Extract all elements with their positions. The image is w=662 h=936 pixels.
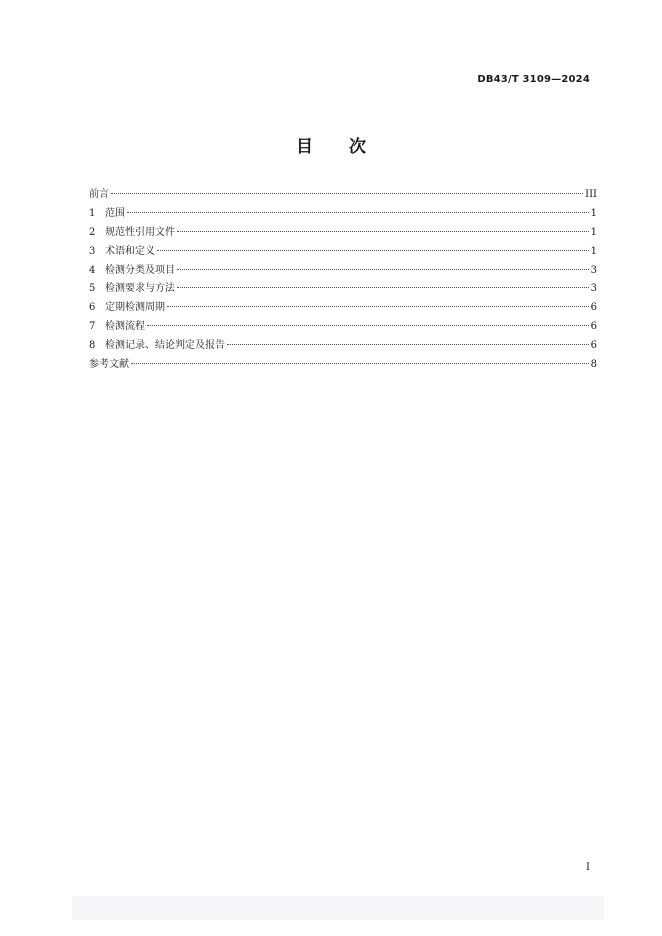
dot-leader [111,189,583,194]
toc-entry-label: 规范性引用文件 [105,226,175,238]
toc-entry-page: III [585,189,597,200]
toc-entry-page: 8 [590,359,597,371]
toc-entry-number: 5 [89,283,96,295]
toc-entry-6[interactable] [89,299,597,318]
table-of-contents [89,186,597,375]
toc-entry-page: 1 [590,207,597,219]
toc-entry-5[interactable] [89,280,597,299]
toc-entry-label: 前言 [89,189,109,200]
dot-leader [177,265,589,270]
page-title-part1: 目 [296,137,313,157]
toc-entry-page: 1 [590,245,597,257]
page-title-part2: 次 [349,137,366,157]
toc-entry-7[interactable] [89,318,597,337]
toc-entry-number: 3 [89,245,96,257]
toc-entry-label: 术语和定义 [105,245,155,257]
toc-entry-number: 8 [89,340,96,352]
toc-entry-number: 2 [89,226,96,238]
dot-leader [167,302,589,307]
footer-band [72,896,604,920]
toc-entry-label: 检测要求与方法 [105,283,175,295]
dot-leader [157,246,589,251]
toc-entry-2[interactable] [89,224,597,243]
toc-entry-page: 6 [590,321,597,333]
toc-entry-3[interactable] [89,243,597,262]
toc-entry-page: 6 [590,340,597,352]
toc-entry-label: 参考文献 [89,359,129,371]
dot-leader [127,208,589,213]
dot-leader [227,340,589,345]
dot-leader [147,321,589,326]
toc-entry-number: 6 [89,302,96,314]
toc-entry-1[interactable] [89,205,597,224]
toc-entry-number: 7 [89,321,96,333]
toc-entry-4[interactable] [89,262,597,281]
toc-entry-page: 1 [590,226,597,238]
toc-entry-label: 检测流程 [105,321,145,333]
page-number: I [586,862,590,873]
toc-entry-references[interactable] [89,356,597,375]
dot-leader [177,227,589,232]
toc-entry-8[interactable] [89,337,597,356]
toc-entry-label: 定期检测周期 [105,302,165,314]
toc-entry-page: 6 [590,302,597,314]
page-title [0,132,662,157]
toc-entry-number: 1 [89,207,96,219]
toc-entry-label: 检测记录、结论判定及报告 [105,340,225,352]
toc-entry-label: 检测分类及项目 [105,264,175,276]
toc-entry-page: 3 [590,264,597,276]
dot-leader [177,283,589,288]
standard-code: DB43/T 3109—2024 [477,74,590,85]
dot-leader [131,359,589,364]
toc-entry-number: 4 [89,264,96,276]
toc-entry-label: 范围 [105,207,125,219]
toc-entry-foreword[interactable] [89,186,597,205]
toc-entry-page: 3 [590,283,597,295]
